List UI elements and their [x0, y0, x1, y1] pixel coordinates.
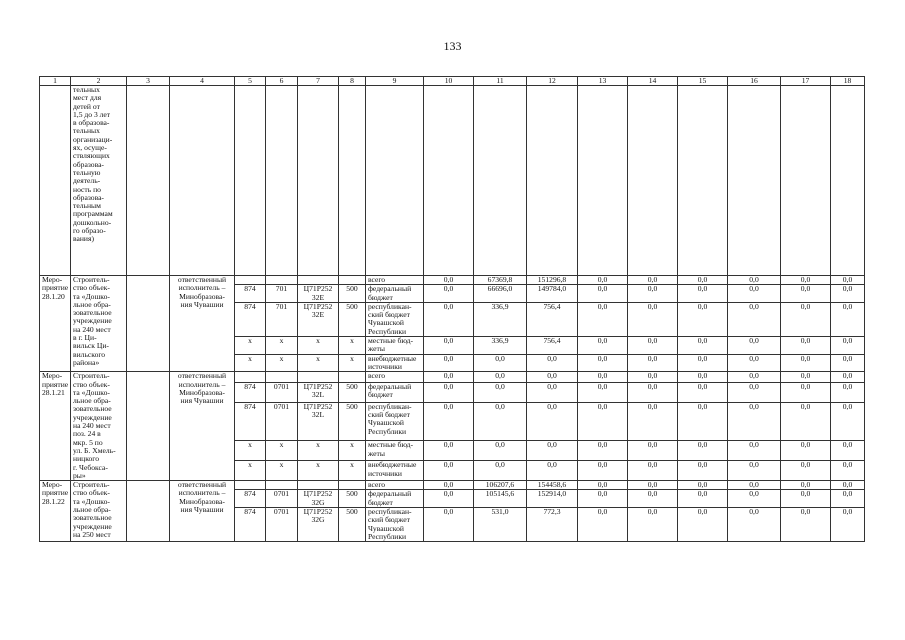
empty-cell: [678, 86, 728, 276]
amount-cell: 0,0: [678, 461, 728, 481]
amount-cell: 0,0: [578, 461, 628, 481]
amount-cell: 0,0: [527, 372, 578, 383]
amount-cell: 0,0: [527, 382, 578, 402]
amount-cell: 0,0: [578, 302, 628, 336]
empty-cell: [127, 372, 170, 481]
empty-cell: [424, 86, 474, 276]
amount-cell: 67369,8: [474, 276, 527, 285]
target-article-cell: Ц71Р252 32G: [298, 490, 339, 508]
event-cell: [40, 86, 71, 276]
amount-cell: 0,0: [678, 337, 728, 355]
expense-type-cell: 500: [339, 302, 366, 336]
amount-cell: 0,0: [424, 402, 474, 441]
amount-cell: 0,0: [628, 508, 678, 542]
funding-source-cell: федеральный бюджет: [366, 490, 424, 508]
amount-cell: 151296,8: [527, 276, 578, 285]
column-number: 13: [578, 77, 628, 86]
amount-cell: 0,0: [678, 481, 728, 490]
funding-source-cell: местные бюд- жеты: [366, 337, 424, 355]
amount-cell: 772,3: [527, 508, 578, 542]
amount-cell: 0,0: [728, 441, 781, 461]
ministry-code-cell: x: [235, 461, 266, 481]
table-row: [40, 481, 865, 490]
funding-source-cell: всего: [366, 481, 424, 490]
amount-cell: 0,0: [474, 461, 527, 481]
section-code-cell: [266, 372, 298, 383]
amount-cell: 0,0: [728, 508, 781, 542]
amount-cell: 0,0: [831, 441, 865, 461]
amount-cell: 0,0: [831, 508, 865, 542]
section-code-cell: 0701: [266, 402, 298, 441]
amount-cell: 0,0: [781, 302, 831, 336]
executor-cell: ответственный исполнитель – Минобразова- ния Чувашии: [170, 481, 235, 542]
empty-cell: [831, 86, 865, 276]
amount-cell: 0,0: [781, 372, 831, 383]
section-code-cell: x: [266, 441, 298, 461]
amount-cell: 0,0: [424, 372, 474, 383]
ministry-code-cell: 874: [235, 302, 266, 336]
amount-cell: 149784,0: [527, 285, 578, 303]
ministry-code-cell: [235, 276, 266, 285]
amount-cell: 0,0: [527, 461, 578, 481]
amount-cell: 0,0: [831, 302, 865, 336]
amount-cell: 0,0: [728, 285, 781, 303]
amount-cell: 0,0: [628, 302, 678, 336]
amount-cell: 0,0: [728, 481, 781, 490]
amount-cell: 0,0: [678, 441, 728, 461]
amount-cell: 336,9: [474, 302, 527, 336]
amount-cell: 0,0: [578, 372, 628, 383]
column-number: 10: [424, 77, 474, 86]
amount-cell: 0,0: [424, 508, 474, 542]
amount-cell: 336,9: [474, 337, 527, 355]
amount-cell: 0,0: [628, 402, 678, 441]
ministry-code-cell: 874: [235, 402, 266, 441]
executor-cell: ответственный исполнитель – Минобразова- ния Чувашии: [170, 276, 235, 372]
amount-cell: 0,0: [424, 490, 474, 508]
column-number: 8: [339, 77, 366, 86]
amount-cell: 0,0: [781, 337, 831, 355]
empty-cell: [298, 86, 339, 276]
expense-type-cell: x: [339, 461, 366, 481]
column-number: 7: [298, 77, 339, 86]
target-article-cell: Ц71Р252 32G: [298, 508, 339, 542]
amount-cell: 0,0: [728, 382, 781, 402]
amount-cell: 0,0: [527, 354, 578, 372]
amount-cell: 0,0: [628, 276, 678, 285]
amount-cell: 0,0: [831, 402, 865, 441]
target-article-cell: x: [298, 354, 339, 372]
target-article-cell: Ц71Р252 32E: [298, 302, 339, 336]
amount-cell: 0,0: [578, 481, 628, 490]
amount-cell: 0,0: [578, 276, 628, 285]
amount-cell: 0,0: [424, 354, 474, 372]
amount-cell: 0,0: [728, 372, 781, 383]
amount-cell: 0,0: [578, 337, 628, 355]
column-number: 18: [831, 77, 865, 86]
column-number: 16: [728, 77, 781, 86]
amount-cell: 0,0: [781, 441, 831, 461]
target-article-cell: x: [298, 461, 339, 481]
expense-type-cell: 500: [339, 508, 366, 542]
object-name-cell: Строитель- ство объек- та «Дошко- льное обра- зовательное учреждение на 250 мест: [71, 481, 127, 542]
amount-cell: 0,0: [424, 382, 474, 402]
section-code-cell: 0701: [266, 508, 298, 542]
amount-cell: 0,0: [831, 461, 865, 481]
column-number: 17: [781, 77, 831, 86]
amount-cell: 0,0: [628, 285, 678, 303]
amount-cell: 0,0: [628, 382, 678, 402]
expense-type-cell: 500: [339, 490, 366, 508]
amount-cell: 0,0: [628, 461, 678, 481]
amount-cell: 0,0: [678, 508, 728, 542]
funding-source-cell: местные бюд- жеты: [366, 441, 424, 461]
object-name-cell: Строитель- ство объек- та «Дошко- льное обра- зовательное учреждение на 240 мест поз. 24 в мкр. 5 по ул. Б. Хмель- ницкого г. Чебокса- ры»: [71, 372, 127, 481]
amount-cell: 0,0: [578, 508, 628, 542]
amount-cell: 0,0: [424, 285, 474, 303]
ministry-code-cell: 874: [235, 382, 266, 402]
amount-cell: 0,0: [527, 402, 578, 441]
amount-cell: 0,0: [474, 372, 527, 383]
amount-cell: 0,0: [678, 382, 728, 402]
amount-cell: 0,0: [831, 354, 865, 372]
section-code-cell: x: [266, 354, 298, 372]
amount-cell: 105145,6: [474, 490, 527, 508]
amount-cell: 0,0: [474, 354, 527, 372]
empty-cell: [127, 276, 170, 372]
empty-cell: [578, 86, 628, 276]
object-name-cell: Строитель- ство объек- та «Дошко- льное обра- зовательное учреждение на 240 мест в г. Ци- вильск Ци- вильского района»: [71, 276, 127, 372]
section-code-cell: [266, 481, 298, 490]
funding-source-cell: внебюджетные источники: [366, 461, 424, 481]
target-article-cell: x: [298, 441, 339, 461]
empty-cell: [366, 86, 424, 276]
amount-cell: 0,0: [728, 490, 781, 508]
amount-cell: 0,0: [424, 276, 474, 285]
section-code-cell: 0701: [266, 490, 298, 508]
amount-cell: 0,0: [781, 490, 831, 508]
target-article-cell: [298, 276, 339, 285]
empty-cell: [728, 86, 781, 276]
amount-cell: 0,0: [628, 490, 678, 508]
amount-cell: 0,0: [781, 354, 831, 372]
column-number: 6: [266, 77, 298, 86]
expense-type-cell: [339, 372, 366, 383]
amount-cell: 0,0: [831, 481, 865, 490]
amount-cell: 0,0: [781, 481, 831, 490]
amount-cell: 0,0: [628, 354, 678, 372]
target-article-cell: [298, 481, 339, 490]
budget-table: [39, 76, 865, 542]
column-number: 4: [170, 77, 235, 86]
amount-cell: 0,0: [424, 302, 474, 336]
amount-cell: 0,0: [781, 382, 831, 402]
amount-cell: 0,0: [628, 337, 678, 355]
amount-cell: 0,0: [728, 402, 781, 441]
column-number: 14: [628, 77, 678, 86]
section-code-cell: x: [266, 337, 298, 355]
amount-cell: 531,0: [474, 508, 527, 542]
amount-cell: 0,0: [831, 382, 865, 402]
funding-source-cell: федеральный бюджет: [366, 285, 424, 303]
amount-cell: 756,4: [527, 337, 578, 355]
section-code-cell: 701: [266, 302, 298, 336]
ministry-code-cell: 874: [235, 508, 266, 542]
funding-source-cell: всего: [366, 372, 424, 383]
target-article-cell: Ц71Р252 32E: [298, 285, 339, 303]
amount-cell: 0,0: [728, 337, 781, 355]
amount-cell: 0,0: [578, 402, 628, 441]
amount-cell: 756,4: [527, 302, 578, 336]
target-article-cell: Ц71Р252 32L: [298, 402, 339, 441]
amount-cell: 0,0: [678, 490, 728, 508]
amount-cell: 154458,6: [527, 481, 578, 490]
section-code-cell: 0701: [266, 382, 298, 402]
section-code-cell: 701: [266, 285, 298, 303]
amount-cell: 0,0: [678, 402, 728, 441]
empty-cell: [474, 86, 527, 276]
funding-source-cell: республикан- ский бюджет Чувашской Республики: [366, 402, 424, 441]
expense-type-cell: 500: [339, 382, 366, 402]
section-code-cell: x: [266, 461, 298, 481]
column-number: 12: [527, 77, 578, 86]
column-number: 5: [235, 77, 266, 86]
column-number: 3: [127, 77, 170, 86]
amount-cell: 0,0: [628, 372, 678, 383]
amount-cell: 0,0: [424, 481, 474, 490]
expense-type-cell: [339, 481, 366, 490]
ministry-code-cell: [235, 372, 266, 383]
amount-cell: 0,0: [728, 354, 781, 372]
amount-cell: 0,0: [781, 402, 831, 441]
amount-cell: 0,0: [831, 490, 865, 508]
amount-cell: 0,0: [578, 354, 628, 372]
amount-cell: 0,0: [678, 354, 728, 372]
ministry-code-cell: x: [235, 354, 266, 372]
table-row: [40, 276, 865, 285]
amount-cell: 0,0: [728, 461, 781, 481]
amount-cell: 0,0: [831, 372, 865, 383]
amount-cell: 0,0: [781, 461, 831, 481]
amount-cell: 0,0: [474, 402, 527, 441]
empty-cell: [235, 86, 266, 276]
empty-cell: [527, 86, 578, 276]
column-number: 2: [71, 77, 127, 86]
ministry-code-cell: 874: [235, 285, 266, 303]
empty-cell: [339, 86, 366, 276]
table-row: [40, 372, 865, 383]
amount-cell: 0,0: [578, 382, 628, 402]
expense-type-cell: [339, 276, 366, 285]
amount-cell: 0,0: [678, 285, 728, 303]
amount-cell: 152914,0: [527, 490, 578, 508]
funding-source-cell: республикан- ский бюджет Чувашской Республики: [366, 508, 424, 542]
target-article-cell: [298, 372, 339, 383]
amount-cell: 0,0: [781, 285, 831, 303]
amount-cell: 0,0: [678, 302, 728, 336]
amount-cell: 0,0: [678, 372, 728, 383]
funding-source-cell: всего: [366, 276, 424, 285]
ministry-code-cell: 874: [235, 490, 266, 508]
target-article-cell: x: [298, 337, 339, 355]
amount-cell: 0,0: [831, 337, 865, 355]
column-number: 15: [678, 77, 728, 86]
empty-cell: [127, 86, 170, 276]
event-cell: Меро- приятие 28.1.21: [40, 372, 71, 481]
empty-cell: [781, 86, 831, 276]
funding-source-cell: республикан- ский бюджет Чувашской Республики: [366, 302, 424, 336]
empty-cell: [266, 86, 298, 276]
amount-cell: 0,0: [781, 508, 831, 542]
amount-cell: 0,0: [728, 276, 781, 285]
funding-source-cell: федеральный бюджет: [366, 382, 424, 402]
amount-cell: 66696,0: [474, 285, 527, 303]
ministry-code-cell: [235, 481, 266, 490]
expense-type-cell: x: [339, 354, 366, 372]
event-cell: Меро- приятие 28.1.20: [40, 276, 71, 372]
ministry-code-cell: x: [235, 337, 266, 355]
event-cell: Меро- приятие 28.1.22: [40, 481, 71, 542]
amount-cell: 0,0: [678, 276, 728, 285]
section-code-cell: [266, 276, 298, 285]
expense-type-cell: x: [339, 441, 366, 461]
amount-cell: 0,0: [781, 276, 831, 285]
amount-cell: 0,0: [424, 441, 474, 461]
executor-cell: ответственный исполнитель – Минобразова- ния Чувашии: [170, 372, 235, 481]
amount-cell: 106207,6: [474, 481, 527, 490]
expense-type-cell: 500: [339, 402, 366, 441]
column-number: 11: [474, 77, 527, 86]
amount-cell: 0,0: [831, 285, 865, 303]
empty-cell: [628, 86, 678, 276]
amount-cell: 0,0: [424, 461, 474, 481]
amount-cell: 0,0: [728, 302, 781, 336]
column-number: 1: [40, 77, 71, 86]
amount-cell: 0,0: [578, 490, 628, 508]
object-name-cell: тельных мест для детей от 1,5 до 3 лет в образова- тельных организаци- ях, осуще- ствляющих образова- тельную деятель- ность по образова- тельным программам дошкольно- го образо- вания): [71, 86, 127, 276]
funding-source-cell: внебюджетные источники: [366, 354, 424, 372]
column-number: 9: [366, 77, 424, 86]
empty-cell: [170, 86, 235, 276]
ministry-code-cell: x: [235, 441, 266, 461]
amount-cell: 0,0: [831, 276, 865, 285]
column-number-row: [40, 77, 865, 86]
amount-cell: 0,0: [424, 337, 474, 355]
amount-cell: 0,0: [578, 441, 628, 461]
expense-type-cell: x: [339, 337, 366, 355]
expense-type-cell: 500: [339, 285, 366, 303]
page-number: 133: [443, 39, 462, 53]
amount-cell: 0,0: [628, 481, 678, 490]
amount-cell: 0,0: [527, 441, 578, 461]
continuation-row: [40, 86, 865, 276]
amount-cell: 0,0: [578, 285, 628, 303]
amount-cell: 0,0: [628, 441, 678, 461]
empty-cell: [127, 481, 170, 542]
amount-cell: 0,0: [474, 441, 527, 461]
target-article-cell: Ц71Р252 32L: [298, 382, 339, 402]
amount-cell: 0,0: [474, 382, 527, 402]
